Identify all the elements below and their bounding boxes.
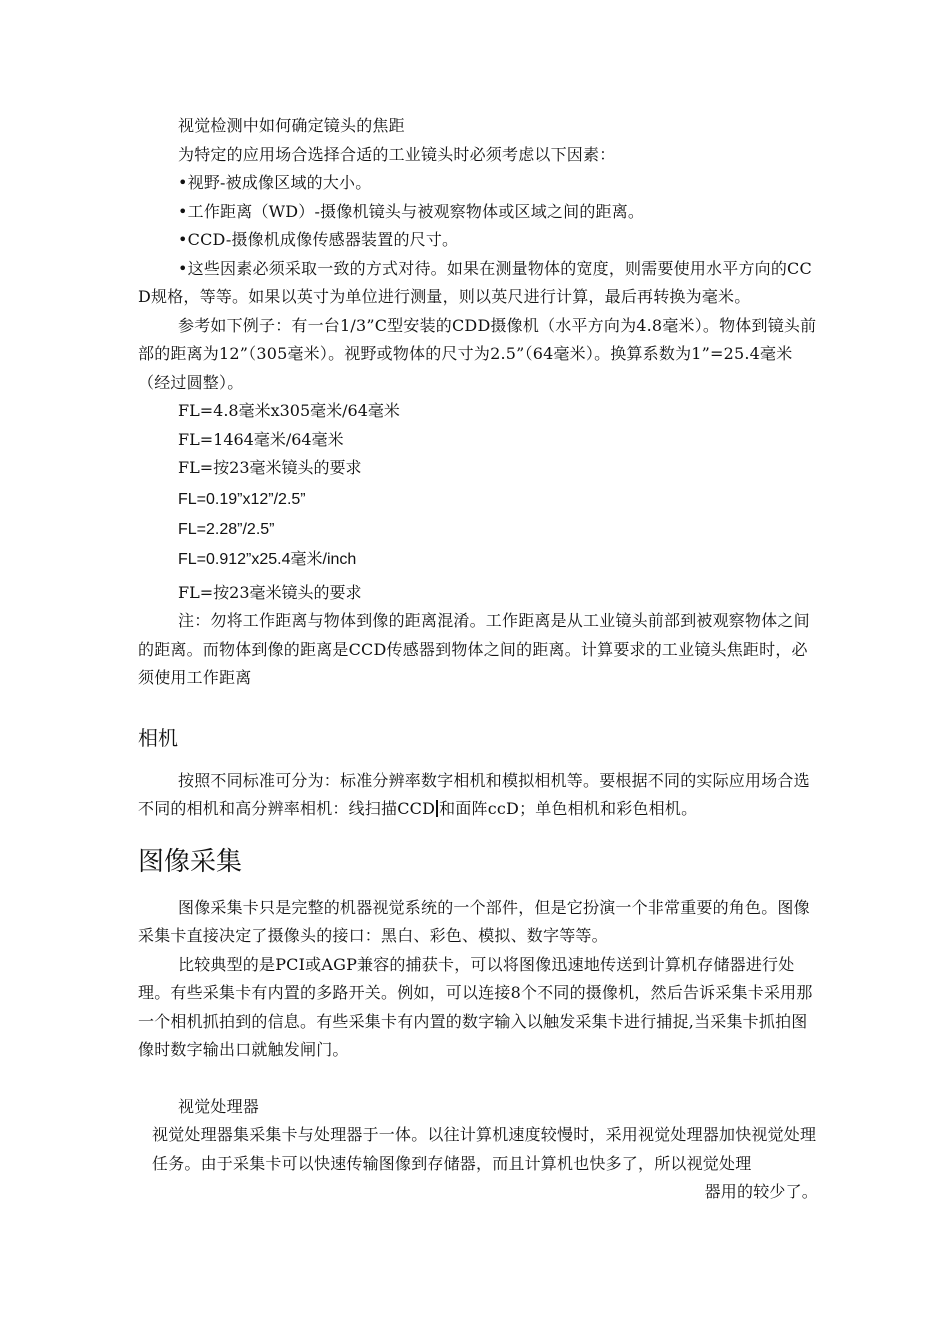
section-title-line: 视觉检测中如何确定镜头的焦距 xyxy=(178,116,405,135)
camera-heading: 相机 xyxy=(138,725,178,750)
vision-processor-paragraph: 视觉处理器集采集卡与处理器于一体。以往计算机速度较慢时，采用视觉处理器加快视觉处理任务。由于采集卡可以快速传输图像到存储器，而且计算机也快多了，所以视觉处理 xyxy=(152,1125,817,1173)
document-page xyxy=(138,112,818,1207)
formula-line: FL=1464毫米/64毫米 xyxy=(178,429,344,449)
bullet-ccd-size: •CCD-摄像机成像传感器装置的尺寸。 xyxy=(178,230,459,249)
factors-paragraph: •这些因素必须采取一致的方式对待。如果在测量物体的宽度，则需要使用水平方向的CCD规格，等等。如果以英寸为单位进行测量，则以英尺进行计算，最后再转换为毫米。 xyxy=(138,258,812,306)
camera-paragraph-text-end: 和面阵ccD；单色相机和彩色相机。 xyxy=(439,799,698,818)
formula-line: FL=0.912”x25.4毫米/inch xyxy=(178,550,357,568)
formula-line: FL=按23毫米镜头的要求 xyxy=(178,582,362,602)
text-cursor xyxy=(436,800,438,817)
formula-line: FL=2.28”/2.5” xyxy=(178,520,275,538)
note-paragraph: 注：勿将工作距离与物体到像的距离混淆。工作距离是从工业镜头前部到被观察物体之间的距离。而物体到像的距离是CCD传感器到物体之间的距离。计算要求的工业镜头焦距时，必须使用工作距离 xyxy=(138,611,810,687)
formula-line: FL=4.8毫米x305毫米/64毫米 xyxy=(178,401,400,420)
example-paragraph: 参考如下例子：有一台1/3”C型安装的CDD摄像机（水平方向为4.8毫米）。物体到镜头前部的距离为12”（305毫米）。视野或物体的尺寸为2.5”（64毫米）。换算系数为1”=25.4毫米（经过圆整）。 xyxy=(138,315,817,392)
camera-paragraph-text: 按照不同标准可分为：标准分辨率数字相机和模拟相机等。要根据不同的实际应用场合选不同的相机和高分辨率相机：线扫描CCD xyxy=(138,770,810,818)
formula-line: FL=按23毫米镜头的要求 xyxy=(178,458,362,477)
camera-paragraph xyxy=(138,767,818,824)
bullet-working-distance: •工作距离（WD）-摄像机镜头与被观察物体或区域之间的距离。 xyxy=(178,201,645,221)
capture-paragraph-1: 图像采集卡只是完整的机器视觉系统的一个部件，但是它扮演一个非常重要的角色。图像采集卡直接决定了摄像头的接口：黑白、彩色、模拟、数字等等。 xyxy=(138,897,810,945)
vision-processor-heading: 视觉处理器 xyxy=(178,1096,260,1116)
intro-line: 为特定的应用场合选择合适的工业镜头时必须考虑以下因素： xyxy=(178,144,616,164)
vision-processor-paragraph-end: 器用的较少了。 xyxy=(704,1182,818,1201)
capture-paragraph-2: 比较典型的是PCI或AGP兼容的捕获卡，可以将图像迅速地传送到计算机存储器进行处理。有些采集卡有内置的多路开关。例如，可以连接8个不同的摄像机，然后告诉采集卡采用那一个相机抓拍到的信息。有些采集卡有内置的数字输入以触发采集卡进行捕捉,当采集卡抓拍图像时数字输出口就触发闸门。 xyxy=(138,954,813,1059)
bullet-field-of-view: •视野-被成像区域的大小。 xyxy=(178,173,372,192)
image-capture-heading: 图像采集 xyxy=(138,846,243,877)
formula-line: FL=0.19”x12”/2.5” xyxy=(178,490,306,508)
